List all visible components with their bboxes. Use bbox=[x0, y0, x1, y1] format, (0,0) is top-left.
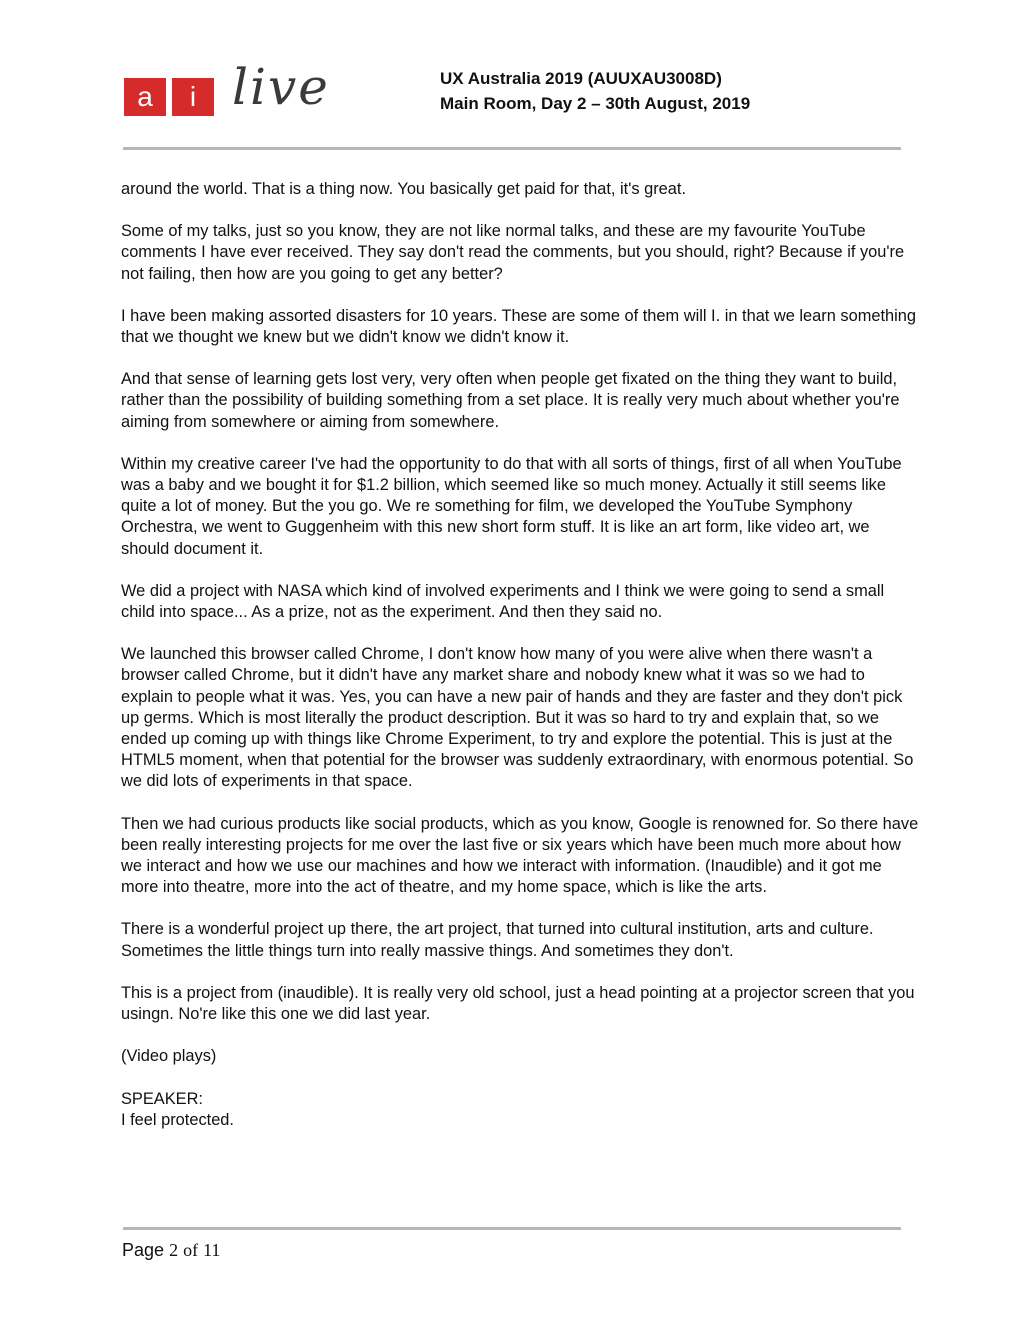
logo-letter-a: a bbox=[124, 78, 166, 116]
speaker-line: I feel protected. bbox=[121, 1110, 234, 1129]
paragraph: We launched this browser called Chrome, I don't know how many of you were alive when there wasn't a browser called Chrome, but it didn't have any market share and nobody knew what it was so we had to explain to people what it was. Yes, you can have a new pair of hands and they are faster and they don't pick up germs. Which is most literally the product description. But it was so hard to try and explain that, so we ended up coming up with things like Chrome Experiment, to try and explore the potential. This is just at the HTML5 moment, when that potential for the browser was suddenly extraordinary, with enormous potential. So we did lots of experiments in that space. bbox=[121, 645, 914, 791]
page-label: Page bbox=[122, 1240, 165, 1260]
event-title: UX Australia 2019 (AUUXAU3008D) bbox=[440, 69, 722, 88]
footer-divider bbox=[123, 1227, 901, 1230]
page-total: 11 bbox=[203, 1240, 221, 1260]
page-number: 2 bbox=[169, 1240, 179, 1260]
document-header bbox=[440, 66, 750, 116]
paragraph: We did a project with NASA which kind of involved experiments and I think we were going to send a small child into space... As a prize, not as the experiment. And then they said no. bbox=[121, 581, 885, 622]
paragraph: This is a project from (inaudible). It is really very old school, just a head pointing at a projector screen that you usingn. No're like this one we did last year. bbox=[121, 983, 915, 1024]
paragraph: (Video plays) bbox=[121, 1047, 217, 1066]
header-divider bbox=[123, 147, 901, 150]
page-number-footer bbox=[122, 1240, 220, 1261]
session-title: Main Room, Day 2 – 30th August, 2019 bbox=[440, 94, 751, 113]
ai-live-logo bbox=[124, 58, 344, 132]
of-label: of bbox=[183, 1240, 199, 1260]
paragraph: I have been making assorted disasters for 10 years. These are some of them will I. in that we learn something that we thought we knew but we didn't know we didn't know it. bbox=[121, 306, 917, 347]
paragraph: Then we had curious products like social products, which as you know, Google is renowned for. So there have been really interesting projects for me over the last five or six years which have been much more about how we interact and how we use our machines and how we interact with information. (Inaudible) and it got me more into theatre, more into the act of theatre, and my home space, which is like the arts. bbox=[121, 814, 919, 897]
transcript-body bbox=[121, 179, 921, 1131]
speaker-label: SPEAKER: bbox=[121, 1089, 203, 1108]
logo-word-live: live bbox=[232, 58, 330, 116]
paragraph: Some of my talks, just so you know, they are not like normal talks, and these are my favourite YouTube comments I have ever received. They say don't read the comments, but you should, right? Because if you're not failing, then how are you going to get any better? bbox=[121, 222, 905, 283]
paragraph: Within my creative career I've had the opportunity to do that with all sorts of things, first of all when YouTube was a baby and we bought it for $1.2 billion, which seemed like so much money. Actually it still seems like quite a lot of money. But the you go. We re something for film, we developed the YouTube Symphony Orchestra, we went to Guggenheim with this new short form stuff. It is like an art form, like video art, we should document it. bbox=[121, 454, 902, 558]
paragraph: There is a wonderful project up there, the art project, that turned into cultural institution, arts and culture. Sometimes the little things turn into really massive things. And sometimes they don't. bbox=[121, 920, 874, 960]
paragraph: around the world. That is a thing now. You basically get paid for that, it's great. bbox=[121, 180, 687, 198]
logo-letter-i: i bbox=[172, 78, 214, 116]
paragraph: And that sense of learning gets lost very, very often when people get fixated on the thing they want to build, rather than the possibility of building something from a set place. It is really very much about whether you're aiming from somewhere or aiming from somewhere. bbox=[121, 370, 900, 431]
